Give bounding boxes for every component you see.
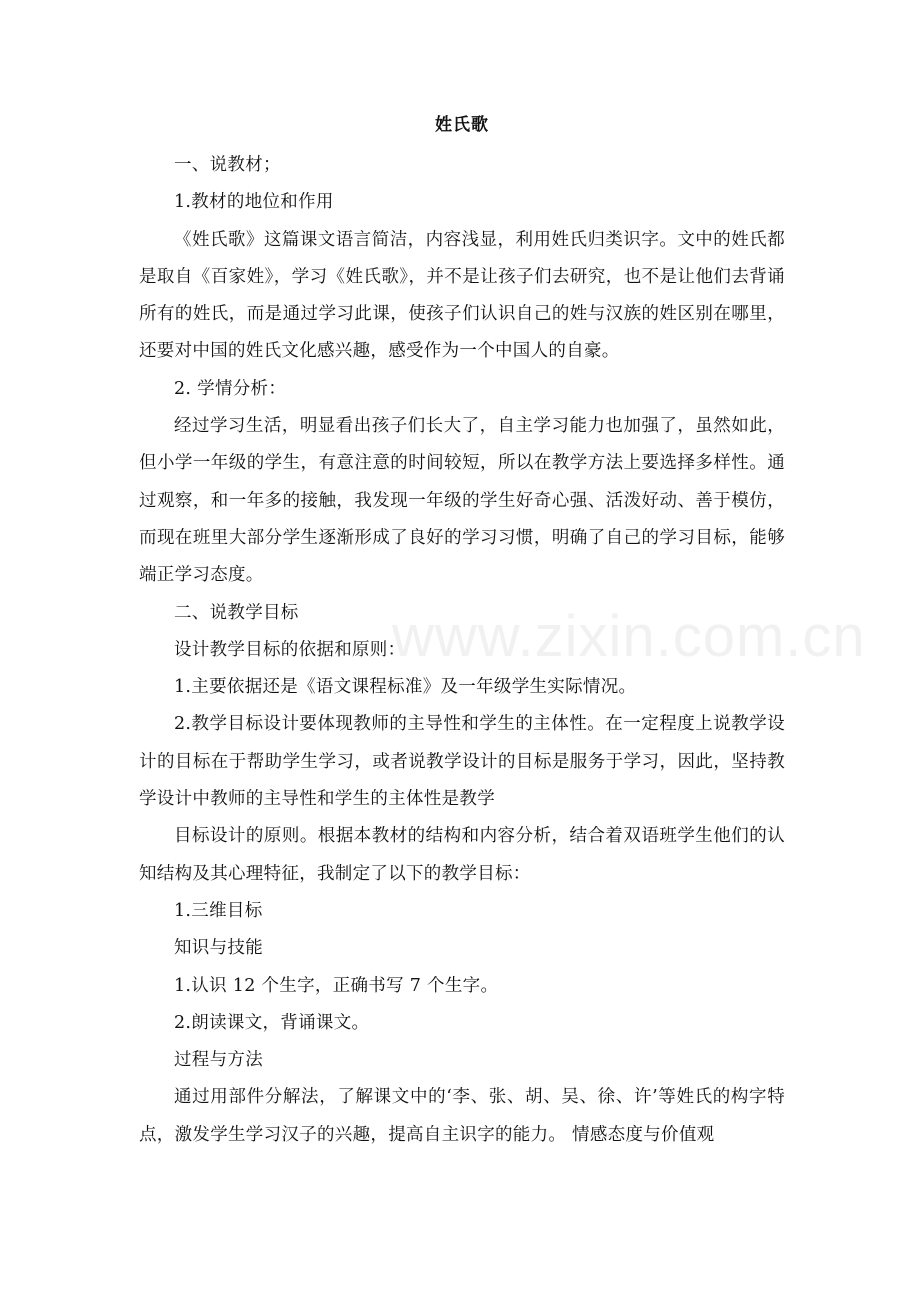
list-item-reading: 2.朗读课文，背诵课文。 [174,1012,370,1033]
section-heading-teaching-goals: 二、说教学目标 [174,602,299,623]
subheading-three-dimension-goals: 1.三维目标 [174,900,263,921]
paragraph-goal-basis-2: 2.教学目标设计要体现教师的主导性和学生的主体性。在一定程度上说教学设计的目标在于帮助学生学习，或者说教学设计的目标是服务于学习，因此，坚持教学设计中教师的主导性和学生的主体性是教学 [139,714,785,810]
paragraph-goal-principle: 目标设计的原则。根据本教材的结构和内容分析，结合着双语班学生他们的认知结构及其心理特征，我制定了以下的教学目标： [139,826,785,884]
watermark: www.zixin.com.cn [392,604,866,669]
document-title: 姓氏歌 [435,115,489,135]
paragraph-process-method: 通过用部件分解法，了解课文中的‘李、张、胡、吴、徐、许’等姓氏的构字特点，激发学生学习汉子的兴趣，提高自主识字的能力。 情感态度与价值观 [139,1087,785,1145]
paragraph-textbook-intro: 《姓氏歌》这篇课文语言简洁，内容浅显，利用姓氏归类识字。文中的姓氏都是取自《百家姓》，学习《姓氏歌》，并不是让孩子们去研究，也不是让他们去背诵所有的姓氏，而是通过学习此课，使孩子们认识自己的姓与汉族的姓区别在哪里，还要对中国的姓氏文化感兴趣，感受作为一个中国人的自豪。 [139,229,785,362]
paragraph-goal-basis-1: 1.主要依据还是《语文课程标准》及一年级学生实际情况。 [174,677,637,698]
section-heading-textbook: 一、说教材； [174,155,281,175]
subheading-student-analysis: 2. 学情分析： [174,378,287,399]
document-page [139,112,785,1154]
subheading-knowledge-skills: 知识与技能 [174,938,263,959]
paragraph-goal-basis: 设计教学目标的依据和原则： [174,639,406,660]
list-item-characters: 1.认识 12 个生字，正确书写 7 个生字。 [174,975,499,996]
subheading-textbook-position: 1.教材的地位和作用 [174,192,334,213]
subheading-process-method: 过程与方法 [174,1050,263,1071]
paragraph-student-analysis: 经过学习生活，明显看出孩子们长大了，自主学习能力也加强了，虽然如此，但小学一年级的学生，有意注意的时间较短，所以在教学方法上要选择多样性。通过观察，和一年多的接触，我发现一年级的学生好奇心强、活泼好动、善于模仿，而现在班里大部分学生逐渐形成了良好的学习习惯，明确了自己的学习目标，能够端正学习态度。 [139,416,785,586]
